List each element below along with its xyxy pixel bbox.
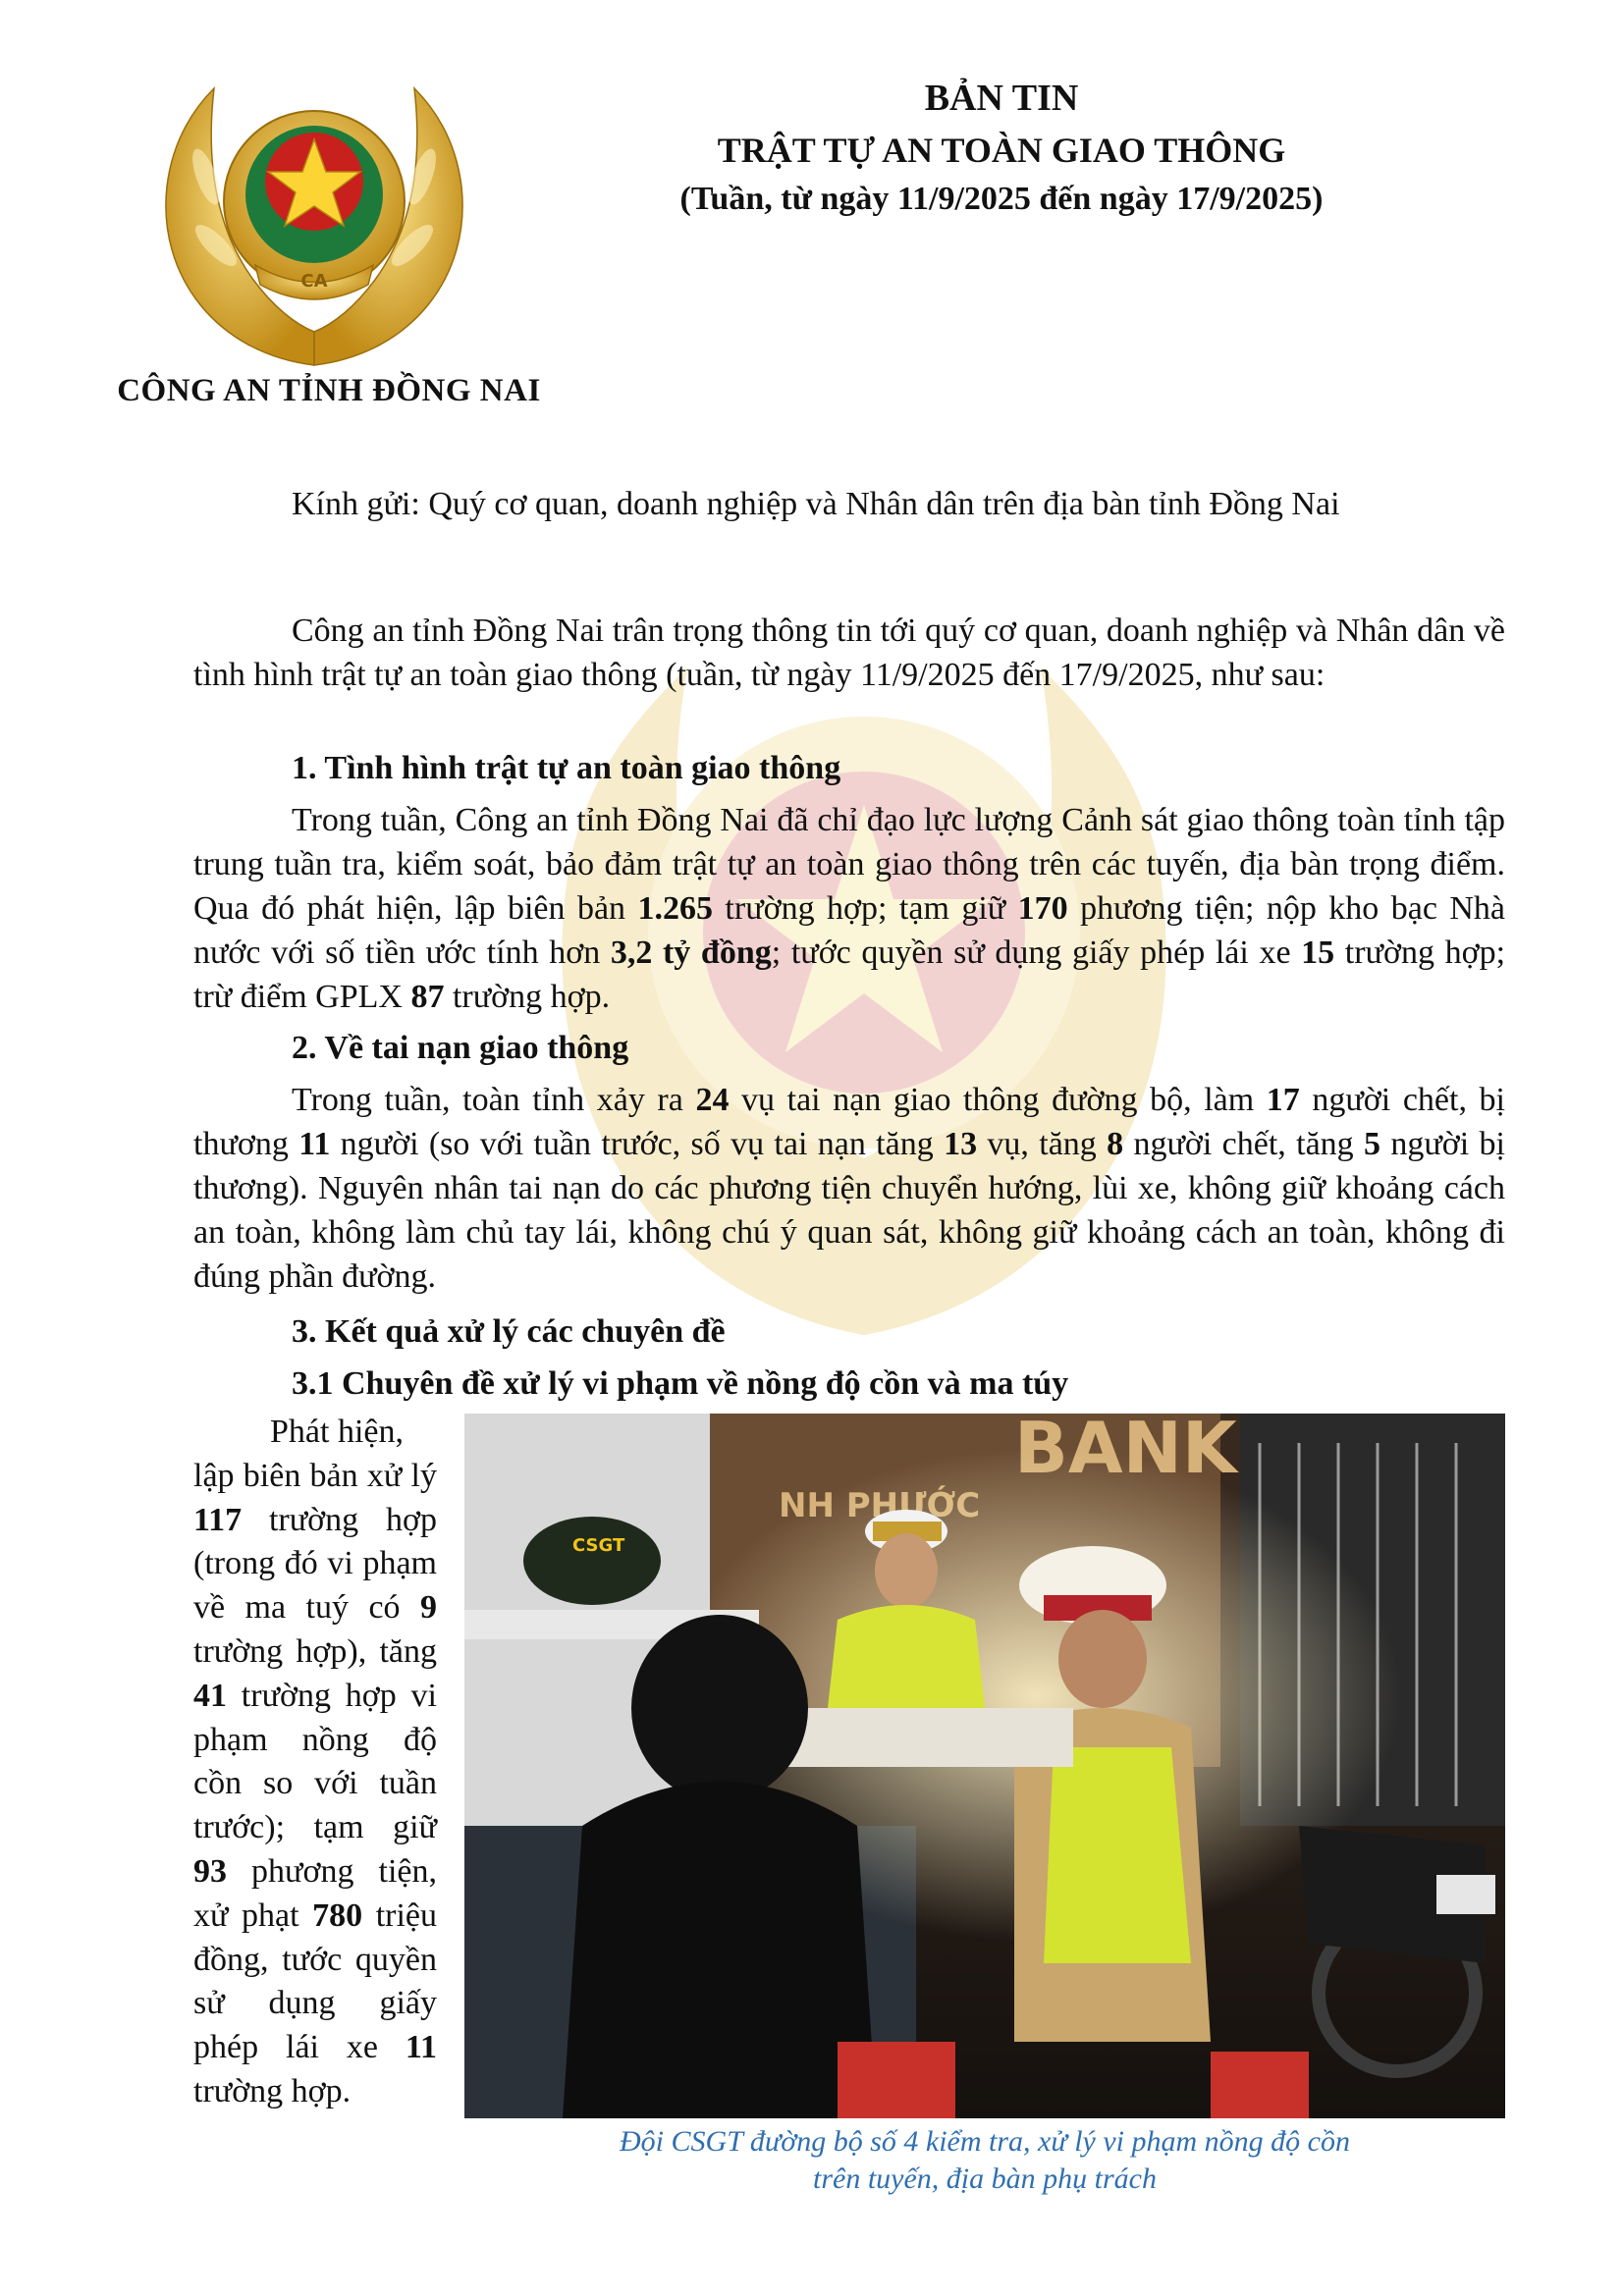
bulletin-subtitle: TRẬT TỰ AN TOÀN GIAO THÔNG xyxy=(717,131,1286,170)
section-3-1-paragraph: Phát hiện, lập biên bản xử lý 117 trường hợp (trong đó vi phạm về ma tuý có 9 trường hợp), tăng 41 trường hợp vi phạm nồng độ cồn so với tuần trước); tạm giữ 93 phương tiện, xử phạt 780 triệu đồng, tước quyền sử dụng giấy phép lái xe 11 trường hợp. xyxy=(193,1414,438,2109)
section-1-heading: 1. Tình hình trật tự an toàn giao thông xyxy=(292,750,841,786)
svg-text:CA: CA xyxy=(300,271,328,292)
photo-caption-line1: Đội CSGT đường bộ số 4 kiểm tra, xử lý vi phạm nồng độ cồn xyxy=(620,2125,1350,2158)
section-3-1-heading: 3.1 Chuyên đề xử lý vi phạm về nồng độ cồn và ma túy xyxy=(292,1365,1069,1402)
salutation: Kính gửi: Quý cơ quan, doanh nghiệp và Nhân dân trên địa bàn tỉnh Đồng Nai xyxy=(292,486,1340,522)
intro-paragraph: Công an tỉnh Đồng Nai trân trọng thông tin tới quý cơ quan, doanh nghiệp và Nhân dân về tình hình trật tự an toàn giao thông (tuần, từ ngày 11/9/2025 đến 17/9/2025, như sau: xyxy=(193,613,1505,693)
police-emblem-logo xyxy=(137,79,491,373)
bulletin-period: (Tuần, từ ngày 11/9/2025 đến ngày 17/9/2025) xyxy=(679,181,1324,217)
section-2-heading: 2. Về tai nạn giao thông xyxy=(292,1030,629,1066)
checkpoint-photo xyxy=(464,1414,1505,2118)
section-3-heading: 3. Kết quả xử lý các chuyên đề xyxy=(292,1313,726,1350)
bulletin-title: BẢN TIN xyxy=(924,78,1079,119)
agency-name: CÔNG AN TỈNH ĐỒNG NAI xyxy=(117,373,541,408)
photo-caption-line2: trên tuyến, địa bàn phụ trách xyxy=(813,2163,1157,2195)
section-1-paragraph: Trong tuần, Công an tỉnh Đồng Nai đã chỉ đạo lực lượng Cảnh sát giao thông toàn tỉnh tập trung tuần tra, kiểm soát, bảo đảm trật tự an toàn giao thông trên các tuyến, địa bàn trọng điểm. Qua đó phát hiện, lập biên bản 1.265 trường hợp; tạm giữ 170 phương tiện; nộp kho bạc Nhà nước với số tiền ước tính hơn 3,2 tỷ đồng; tước quyền sử dụng giấy phép lái xe 15 trường hợp; trừ điểm GPLX 87 trường hợp. xyxy=(193,802,1506,1015)
section-2-paragraph: Trong tuần, toàn tỉnh xảy ra 24 vụ tai nạn giao thông đường bộ, làm 17 người chết, bị thương 11 người (so với tuần trước, số vụ tai nạn tăng 13 vụ, tăng 8 người chết, tăng 5 người bị thương). Nguyên nhân tai nạn do các phương tiện chuyển hướng, lùi xe, không giữ khoảng cách an toàn, không làm chủ tay lái, không chú ý quan sát, không giữ khoảng cách an toàn, không đi đúng phần đường. xyxy=(193,1082,1505,1295)
photo-caption xyxy=(464,2123,1505,2198)
